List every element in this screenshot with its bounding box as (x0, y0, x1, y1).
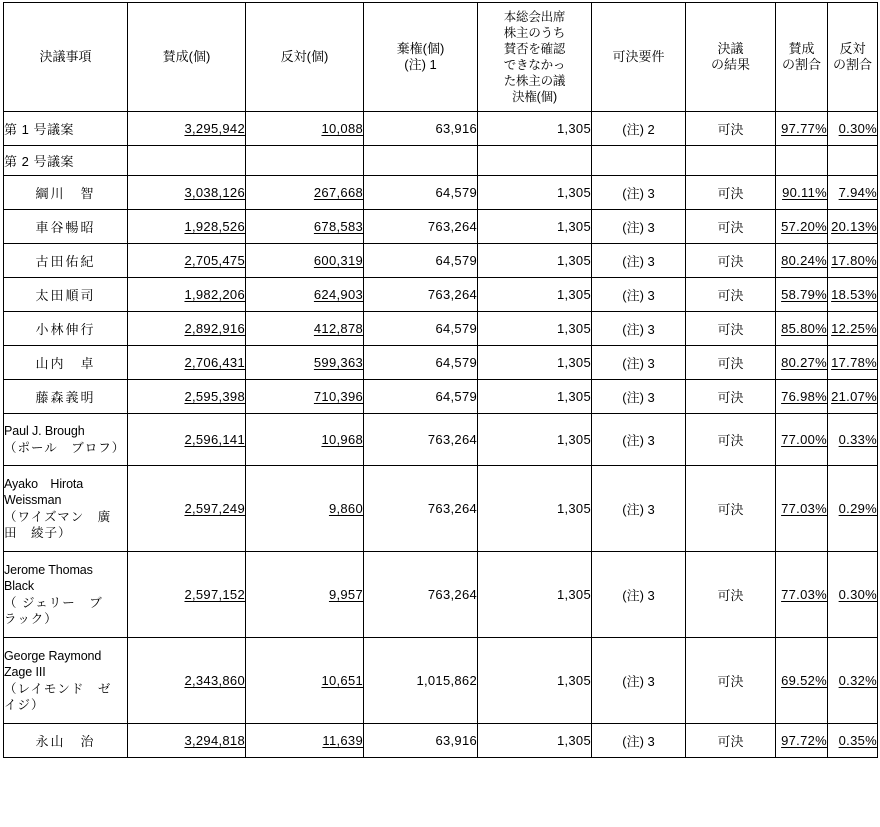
candidate-name: 永山 治 (4, 724, 128, 758)
candidate-name-line: Paul J. Brough (4, 424, 85, 438)
header-label-abstain-line2: (注) 1 (404, 57, 437, 72)
for-percent-cell (776, 210, 828, 244)
against-percent-cell (828, 414, 878, 466)
candidate-name-line: Weissman (4, 493, 62, 507)
votes-for-cell (128, 210, 246, 244)
against-percent-cell (828, 146, 878, 176)
against-percent-cell-value: 21.07% (831, 389, 877, 404)
result-cell: 可決 (686, 552, 776, 638)
votes-against-cell-value: 267,668 (313, 185, 363, 200)
votes-for-cell-value: 3,295,942 (184, 121, 245, 136)
table-row (4, 638, 878, 724)
votes-abstain-cell (364, 146, 478, 176)
votes-for-cell-value: 2,595,398 (184, 389, 245, 404)
against-percent-cell (828, 380, 878, 414)
resolution-results-table (3, 2, 878, 758)
header-label-nonconfirmed-line5: た株主の議 (503, 74, 566, 88)
header-cell-nonconfirmed (478, 3, 592, 112)
votes-abstain-cell: 63,916 (364, 724, 478, 758)
requirement-cell: (注) 3 (592, 244, 686, 278)
for-percent-cell (776, 638, 828, 724)
result-cell: 可決 (686, 346, 776, 380)
for-percent-cell-value: 85.80% (781, 321, 827, 336)
for-percent-cell (776, 346, 828, 380)
votes-for-cell (128, 414, 246, 466)
header-cell-against-percent (828, 3, 878, 112)
header-label-nonconfirmed-line4: できなかっ (503, 58, 566, 72)
votes-abstain-cell: 64,579 (364, 380, 478, 414)
votes-against-cell (246, 176, 364, 210)
table-row (4, 414, 878, 466)
candidate-name: 綱川 智 (4, 176, 128, 210)
candidate-name-line: （ワイズマン 廣 (4, 509, 112, 524)
votes-nonconfirmed-cell: 1,305 (478, 724, 592, 758)
table-row (4, 552, 878, 638)
votes-against-cell-value: 10,651 (321, 673, 363, 688)
votes-for-cell (128, 346, 246, 380)
votes-for-cell (128, 380, 246, 414)
header-label-abstain-line1: 棄権(個) (396, 40, 445, 56)
votes-nonconfirmed-cell: 1,305 (478, 244, 592, 278)
for-percent-cell (776, 176, 828, 210)
requirement-cell: (注) 3 (592, 176, 686, 210)
for-percent-cell-value: 77.00% (781, 432, 827, 447)
against-percent-cell-value: 0.35% (838, 733, 877, 748)
candidate-name-line: ラック） (4, 612, 58, 626)
result-cell: 可決 (686, 724, 776, 758)
header-label-nonconfirmed-line2: 株主のうち (503, 26, 566, 40)
result-cell: 可決 (686, 380, 776, 414)
for-percent-cell-value: 57.20% (781, 219, 827, 234)
votes-against-cell (246, 380, 364, 414)
candidate-name-line: （ ジェリー ブ (4, 595, 103, 610)
against-percent-cell (828, 466, 878, 552)
votes-against-cell-value: 9,957 (328, 587, 363, 602)
header-label-against: 反対(個) (280, 48, 329, 64)
candidate-name: 藤森義明 (4, 380, 128, 414)
candidate-name-line: Zage III (4, 665, 46, 679)
result-cell: 可決 (686, 466, 776, 552)
votes-for-cell (128, 724, 246, 758)
table-row (4, 112, 878, 146)
votes-nonconfirmed-cell (478, 146, 592, 176)
result-cell: 可決 (686, 414, 776, 466)
votes-against-cell (246, 552, 364, 638)
result-cell: 可決 (686, 176, 776, 210)
against-percent-cell-value: 0.33% (838, 432, 877, 447)
requirement-cell (592, 146, 686, 176)
against-percent-cell-value: 17.80% (831, 253, 877, 268)
against-percent-cell-value: 0.32% (838, 673, 877, 688)
votes-against-cell (246, 146, 364, 176)
for-percent-cell (776, 244, 828, 278)
votes-for-cell (128, 112, 246, 146)
votes-against-cell-value: 624,903 (313, 287, 363, 302)
against-percent-cell (828, 210, 878, 244)
header-cell-for-percent (776, 3, 828, 112)
header-label-for-percent-line1: 賛成 (788, 40, 815, 56)
header-label-for: 賛成(個) (162, 48, 211, 64)
candidate-name (4, 466, 128, 552)
against-percent-cell-value: 0.29% (838, 501, 877, 516)
candidate-name (4, 638, 128, 724)
votes-against-cell-value: 600,319 (313, 253, 363, 268)
votes-against-cell-value: 412,878 (313, 321, 363, 336)
candidate-name-line: Black (4, 579, 35, 593)
votes-against-cell (246, 414, 364, 466)
header-cell-abstain (364, 3, 478, 112)
for-percent-cell (776, 146, 828, 176)
votes-nonconfirmed-cell: 1,305 (478, 112, 592, 146)
table-row (4, 346, 878, 380)
votes-for-cell-value: 2,343,860 (184, 673, 245, 688)
for-percent-cell-value: 80.24% (781, 253, 827, 268)
for-percent-cell-value: 69.52% (781, 673, 827, 688)
requirement-cell: (注) 3 (592, 278, 686, 312)
against-percent-cell (828, 552, 878, 638)
votes-against-cell-value: 599,363 (313, 355, 363, 370)
agenda-item-label: 第 2 号議案 (4, 146, 128, 176)
candidate-name-line: 田 綾子） (4, 526, 72, 540)
result-cell: 可決 (686, 112, 776, 146)
votes-for-cell-value: 2,597,152 (184, 587, 245, 602)
for-percent-cell (776, 466, 828, 552)
votes-for-cell (128, 466, 246, 552)
votes-nonconfirmed-cell: 1,305 (478, 552, 592, 638)
votes-for-cell-value: 2,597,249 (184, 501, 245, 516)
candidate-name-line: イジ） (4, 698, 45, 712)
votes-nonconfirmed-cell: 1,305 (478, 414, 592, 466)
for-percent-cell-value: 77.03% (781, 501, 827, 516)
header-cell-requirement (592, 3, 686, 112)
requirement-cell: (注) 3 (592, 346, 686, 380)
votes-against-cell (246, 112, 364, 146)
requirement-cell: (注) 2 (592, 112, 686, 146)
for-percent-cell (776, 380, 828, 414)
agenda-item-label: 第 1 号議案 (4, 112, 128, 146)
candidate-name-line: Ayako Hirota (4, 476, 84, 491)
candidate-name-line: （ポール ブロフ） (4, 440, 126, 455)
candidate-name (4, 414, 128, 466)
votes-abstain-cell: 63,916 (364, 112, 478, 146)
votes-for-cell-value: 2,596,141 (184, 432, 245, 447)
for-percent-cell (776, 112, 828, 146)
result-cell: 可決 (686, 244, 776, 278)
candidate-name (4, 552, 128, 638)
against-percent-cell-value: 0.30% (838, 121, 877, 136)
table-row (4, 176, 878, 210)
votes-abstain-cell: 64,579 (364, 244, 478, 278)
header-cell-for (128, 3, 246, 112)
votes-against-cell (246, 244, 364, 278)
against-percent-cell-value: 7.94% (838, 185, 877, 200)
votes-nonconfirmed-cell: 1,305 (478, 380, 592, 414)
votes-against-cell-value: 678,583 (313, 219, 363, 234)
votes-for-cell (128, 552, 246, 638)
table-header (4, 3, 878, 112)
against-percent-cell-value: 17.78% (831, 355, 877, 370)
votes-nonconfirmed-cell: 1,305 (478, 466, 592, 552)
for-percent-cell-value: 90.11% (782, 185, 827, 200)
votes-abstain-cell: 763,264 (364, 278, 478, 312)
table-row (4, 380, 878, 414)
votes-against-cell-value: 10,088 (321, 121, 363, 136)
requirement-cell: (注) 3 (592, 724, 686, 758)
for-percent-cell (776, 552, 828, 638)
votes-nonconfirmed-cell: 1,305 (478, 638, 592, 724)
for-percent-cell-value: 97.72% (781, 733, 827, 748)
votes-for-cell-value: 1,928,526 (184, 219, 245, 234)
against-percent-cell-value: 0.30% (838, 587, 877, 602)
result-cell: 可決 (686, 210, 776, 244)
votes-against-cell (246, 638, 364, 724)
votes-for-cell (128, 638, 246, 724)
votes-against-cell (246, 312, 364, 346)
votes-against-cell-value: 710,396 (313, 389, 363, 404)
votes-abstain-cell: 763,264 (364, 466, 478, 552)
votes-against-cell (246, 346, 364, 380)
header-label-requirement: 可決要件 (612, 48, 665, 64)
table-row (4, 312, 878, 346)
header-cell-item (4, 3, 128, 112)
votes-abstain-cell: 1,015,862 (364, 638, 478, 724)
result-cell: 可決 (686, 312, 776, 346)
votes-for-cell (128, 312, 246, 346)
votes-against-cell (246, 278, 364, 312)
header-label-result-line1: 決議 (717, 40, 744, 56)
header-label-against-percent-line2: の割合 (832, 57, 872, 72)
requirement-cell: (注) 3 (592, 552, 686, 638)
against-percent-cell-value: 12.25% (831, 321, 877, 336)
votes-for-cell-value: 3,038,126 (184, 185, 245, 200)
for-percent-cell-value: 76.98% (781, 389, 827, 404)
header-cell-result (686, 3, 776, 112)
for-percent-cell (776, 278, 828, 312)
against-percent-cell (828, 278, 878, 312)
requirement-cell: (注) 3 (592, 380, 686, 414)
table-row (4, 278, 878, 312)
table-row (4, 466, 878, 552)
votes-abstain-cell: 763,264 (364, 210, 478, 244)
votes-abstain-cell: 64,579 (364, 346, 478, 380)
candidate-name-line: Jerome Thomas (4, 562, 93, 577)
votes-abstain-cell: 64,579 (364, 312, 478, 346)
against-percent-cell-value: 20.13% (831, 219, 877, 234)
votes-for-cell (128, 278, 246, 312)
for-percent-cell-value: 58.79% (781, 287, 827, 302)
header-row (4, 3, 878, 112)
votes-against-cell-value: 10,968 (321, 432, 363, 447)
for-percent-cell (776, 724, 828, 758)
votes-against-cell (246, 466, 364, 552)
against-percent-cell (828, 638, 878, 724)
against-percent-cell-value: 18.53% (831, 287, 877, 302)
votes-against-cell (246, 210, 364, 244)
table-row (4, 210, 878, 244)
header-label-for-percent-line2: の割合 (781, 57, 821, 72)
votes-for-cell-value: 3,294,818 (184, 733, 245, 748)
votes-against-cell-value: 11,639 (322, 733, 363, 748)
votes-nonconfirmed-cell: 1,305 (478, 346, 592, 380)
requirement-cell: (注) 3 (592, 210, 686, 244)
for-percent-cell (776, 414, 828, 466)
candidate-name: 古田佑紀 (4, 244, 128, 278)
table-row (4, 724, 878, 758)
for-percent-cell-value: 77.03% (781, 587, 827, 602)
votes-for-cell (128, 176, 246, 210)
header-label-nonconfirmed-line1: 本総会出席 (503, 10, 566, 24)
for-percent-cell-value: 80.27% (781, 355, 827, 370)
candidate-name-line: George Raymond (4, 648, 102, 663)
result-cell: 可決 (686, 638, 776, 724)
document-page (0, 2, 880, 827)
votes-nonconfirmed-cell: 1,305 (478, 278, 592, 312)
for-percent-cell (776, 312, 828, 346)
votes-for-cell-value: 2,706,431 (184, 355, 245, 370)
header-label-nonconfirmed-line3: 賛否を確認 (503, 42, 566, 56)
result-cell: 可決 (686, 278, 776, 312)
header-label-item: 決議事項 (39, 48, 92, 64)
against-percent-cell (828, 176, 878, 210)
header-label-against-percent-line1: 反対 (839, 40, 866, 56)
against-percent-cell (828, 346, 878, 380)
against-percent-cell (828, 244, 878, 278)
table-row (4, 244, 878, 278)
votes-against-cell (246, 724, 364, 758)
requirement-cell: (注) 3 (592, 466, 686, 552)
votes-nonconfirmed-cell: 1,305 (478, 210, 592, 244)
header-cell-against (246, 3, 364, 112)
votes-nonconfirmed-cell: 1,305 (478, 312, 592, 346)
votes-for-cell-value: 1,982,206 (184, 287, 245, 302)
requirement-cell: (注) 3 (592, 312, 686, 346)
against-percent-cell (828, 724, 878, 758)
candidate-name-line: （レイモンド ゼ (4, 681, 112, 696)
candidate-name: 太田順司 (4, 278, 128, 312)
votes-for-cell (128, 146, 246, 176)
table-row (4, 146, 878, 176)
header-label-result-line2: の結果 (710, 57, 750, 72)
result-cell (686, 146, 776, 176)
votes-against-cell-value: 9,860 (328, 501, 363, 516)
votes-abstain-cell: 763,264 (364, 552, 478, 638)
votes-abstain-cell: 763,264 (364, 414, 478, 466)
votes-for-cell-value: 2,705,475 (184, 253, 245, 268)
votes-for-cell-value: 2,892,916 (184, 321, 245, 336)
against-percent-cell (828, 312, 878, 346)
header-label-nonconfirmed-line6: 決権(個) (512, 90, 557, 104)
against-percent-cell (828, 112, 878, 146)
candidate-name: 山内 卓 (4, 346, 128, 380)
requirement-cell: (注) 3 (592, 414, 686, 466)
votes-nonconfirmed-cell: 1,305 (478, 176, 592, 210)
candidate-name: 車谷暢昭 (4, 210, 128, 244)
votes-for-cell (128, 244, 246, 278)
for-percent-cell-value: 97.77% (781, 121, 827, 136)
candidate-name: 小林伸行 (4, 312, 128, 346)
requirement-cell: (注) 3 (592, 638, 686, 724)
votes-abstain-cell: 64,579 (364, 176, 478, 210)
table-body (4, 112, 878, 758)
